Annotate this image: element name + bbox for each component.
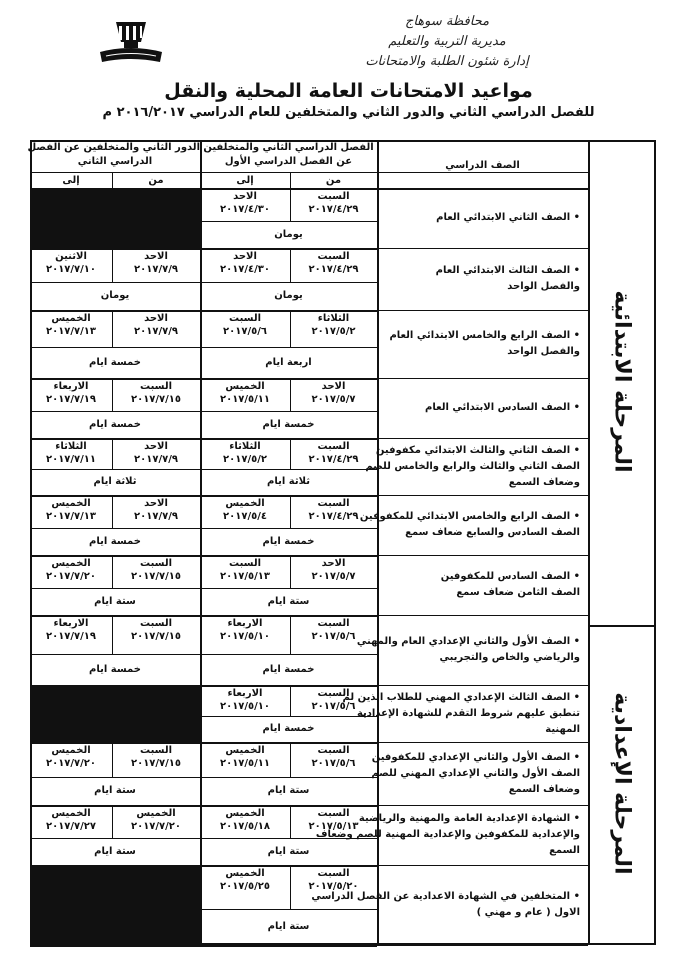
grade-line: • الصف الثالث الابتدائي العام: [435, 265, 580, 276]
schedule-cell: ٢٠١٧/٤/٣٠: [219, 204, 271, 215]
grade-line: • الصف الثاني والثالث الابتدائي مكفوفين: [375, 445, 580, 456]
grid-line: [377, 805, 588, 806]
grid-line: [30, 742, 377, 744]
grade-description: [383, 400, 580, 416]
ministry-block: [357, 12, 537, 72]
grade-line: • الصف الرابع والخامس الابتدائي للمكفوفين: [359, 511, 580, 522]
to-header: إلى: [236, 175, 254, 186]
grid-line: [200, 777, 377, 778]
grid-line: [200, 347, 377, 348]
grid-line: [30, 411, 200, 412]
schedule-cell: ٢٠١٧/٤/٢٩: [308, 511, 359, 522]
schedule-cell: الاحد: [144, 498, 168, 509]
schedule-cell: السبت: [317, 868, 350, 879]
schedule-cell: ٢٠١٧/٧/٩: [134, 454, 178, 465]
schedule-cell: السبت: [317, 745, 350, 756]
blacked-out-cell: [30, 865, 200, 945]
grid-line: [30, 588, 200, 589]
schedule-cell: يومان: [274, 229, 303, 240]
schedule-cell: خمسة ايام: [89, 419, 141, 430]
grid-line: [377, 865, 588, 866]
grid-line: [200, 411, 377, 412]
grade-line: • الصف الرابع والخامس الابتدائي العام: [389, 330, 580, 341]
to-header: إلى: [62, 175, 80, 186]
schedule-cell: الاربعاء: [53, 618, 89, 629]
grade-line: المهنية: [545, 724, 580, 735]
schedule-cell: الخميس: [136, 808, 176, 819]
grid-line: [30, 838, 200, 839]
schedule-cell: السبت: [139, 381, 173, 392]
schedule-cell: الثلاثاء: [229, 441, 261, 452]
schedule-cell: ٢٠١٧/٧/٢٠: [45, 571, 97, 582]
schedule-cell: ٢٠١٧/٧/١٥: [130, 571, 182, 582]
grade-description: [383, 328, 580, 360]
schedule-cell: خمسة ايام: [89, 664, 141, 675]
grade-description: [356, 634, 580, 666]
grade-line: تنطبق عليهم شروط التقدم للشهادة الإعدادية: [356, 708, 580, 719]
schedule-cell: الاربعاء: [227, 688, 263, 699]
grade-line: • الشهادة الإعدادية العامة والمهنية والرياضية: [358, 813, 580, 824]
schedule-cell: ٢٠١٧/٧/٩: [134, 326, 178, 337]
schedule-cell: يومان: [274, 290, 303, 301]
schedule-cell: ٢٠١٧/٧/١٩: [45, 631, 97, 642]
grid-line: [377, 378, 588, 379]
schedule-cell: ٢٠١٧/٥/١٨: [219, 821, 271, 832]
schedule-cell: السبت: [228, 558, 262, 569]
grade-line: • الصف الثالث الإعدادي المهني للطلاب الذين لم: [342, 692, 580, 703]
blacked-out-cell: [30, 685, 200, 742]
schedule-cell: السبت: [317, 251, 350, 262]
grid-line: [377, 555, 588, 556]
grid-line: [377, 945, 588, 946]
grade-description: [383, 263, 580, 295]
schedule-cell: ٢٠١٧/٤/٣٠: [219, 264, 271, 275]
schedule-cell: ٢٠١٧/٧/١٠: [45, 264, 97, 275]
grade-line: • الصف السادس الابتدائي العام: [424, 402, 580, 413]
grid-line: [200, 909, 377, 910]
ministry-line: مديرية التربية والتعليم: [388, 34, 506, 49]
grid-line: [200, 221, 377, 222]
schedule-cell: ٢٠١٧/٧/٩: [134, 264, 178, 275]
sem2-column-header: عن الفصل الدراسي الأول: [224, 156, 353, 167]
grid-line: [200, 282, 377, 283]
schedule-cell: ٢٠١٧/٧/١٥: [130, 394, 182, 405]
schedule-cell: الخميس: [225, 381, 265, 392]
grid-line: [30, 438, 377, 440]
round2-column-header: الدراسي الثاني: [77, 156, 153, 167]
schedule-cell: ٢٠١٧/٧/١٩: [45, 394, 97, 405]
schedule-cell: ٢٠١٧/٥/١٠: [219, 631, 271, 642]
grade-line: • الصف السادس للمكفوفين: [440, 571, 580, 582]
schedule-cell: ثلاثة ايام: [267, 476, 310, 487]
schedule-cell: الخميس: [225, 498, 265, 509]
schedule-cell: الاحد: [144, 313, 168, 324]
grid-line: [377, 248, 588, 249]
schedule-cell: السبت: [139, 745, 173, 756]
grade-line: • الصف الثاني الابتدائي العام: [436, 212, 580, 223]
schedule-cell: ٢٠١٧/٥/٦: [311, 758, 356, 769]
schedule-cell: خمسة ايام: [262, 536, 315, 547]
schedule-cell: ٢٠١٧/٧/٩: [134, 511, 178, 522]
schedule-cell: الاربعاء: [227, 618, 263, 629]
schedule-cell: ستة ايام: [94, 846, 136, 857]
page-subtitle: للفصل الدراسي الثاني والدور الثاني والمتخلفين للعام الدراسي ٢٠١٦/٢٠١٧ م: [102, 105, 595, 120]
schedule-cell: السبت: [317, 498, 350, 509]
schedule-cell: السبت: [317, 618, 350, 629]
schedule-cell: الاحد: [321, 558, 346, 569]
schedule-cell: خمسة ايام: [262, 723, 315, 734]
schedule-cell: السبت: [228, 313, 262, 324]
ministry-logo-icon: [86, 18, 176, 74]
schedule-cell: الاحد: [233, 191, 257, 202]
schedule-cell: ٢٠١٧/٤/٢٩: [308, 204, 359, 215]
grid-line: [30, 282, 200, 283]
grid-line: [30, 172, 588, 173]
schedule-cell: الثلاثاء: [317, 313, 350, 324]
schedule-cell: الخميس: [51, 808, 91, 819]
schedule-cell: ٢٠١٧/٧/١٥: [130, 758, 182, 769]
schedule-cell: السبت: [317, 191, 350, 202]
schedule-cell: ٢٠١٧/٥/١٣: [308, 821, 359, 832]
schedule-cell: خمسة ايام: [89, 536, 141, 547]
schedule-cell: ستة ايام: [267, 846, 310, 857]
schedule-cell: ٢٠١٧/٥/٦: [223, 326, 267, 337]
grade-line: الصف الأول والثاني الإعدادي المهني للصم: [371, 768, 580, 779]
schedule-cell: ٢٠١٧/٥/٧: [311, 571, 356, 582]
schedule-cell: ٢٠١٧/٧/٢٠: [130, 821, 182, 832]
schedule-cell: السبت: [317, 808, 350, 819]
from-header: من: [325, 175, 342, 186]
schedule-cell: الاحد: [321, 381, 346, 392]
schedule-cell: ٢٠١٧/٧/١٣: [45, 326, 97, 337]
schedule-cell: ٢٠١٧/٧/١٥: [130, 631, 182, 642]
schedule-cell: ٢٠١٧/٥/٢: [311, 326, 356, 337]
schedule-cell: الخميس: [51, 745, 91, 756]
blacked-out-cell: [30, 188, 200, 248]
schedule-cell: ٢٠١٧/٥/٢٠: [308, 881, 359, 892]
schedule-cell: خمسة ايام: [262, 419, 315, 430]
grade-column-header: الصف الدراسي: [445, 160, 520, 171]
grade-description: [359, 509, 580, 541]
grade-description: [311, 889, 580, 921]
stage-label-preparatory: المرحلة الإعدادية: [609, 692, 635, 875]
grid-line: [377, 310, 588, 311]
grid-line: [377, 495, 588, 496]
schedule-cell: ستة ايام: [94, 596, 136, 607]
grade-line: الاول ( عام و مهني ): [476, 907, 580, 918]
grade-line: الصف الثامن ضعاف سمع: [456, 587, 580, 598]
from-header: من: [148, 175, 164, 186]
ministry-line: محافظة سوهاج: [404, 14, 490, 29]
grade-line: الصف الثاني والثالث والرابع والخامس للصم: [365, 461, 580, 472]
schedule-cell: ٢٠١٧/٥/٢: [223, 454, 267, 465]
schedule-cell: الخميس: [51, 313, 91, 324]
grid-line: [30, 378, 377, 380]
schedule-cell: ٢٠١٧/٥/٦: [311, 631, 356, 642]
schedule-cell: ٢٠١٧/٥/١٣: [219, 571, 271, 582]
schedule-cell: ٢٠١٧/٥/٢٥: [219, 881, 271, 892]
schedule-cell: الخميس: [51, 498, 91, 509]
grade-line: وضعاف السمع: [508, 477, 580, 488]
schedule-cell: ثلاثة ايام: [93, 476, 137, 487]
grid-line: [200, 716, 377, 717]
grid-line: [377, 742, 588, 743]
schedule-cell: السبت: [139, 558, 173, 569]
schedule-cell: ٢٠١٧/٧/٢٧: [45, 821, 97, 832]
grid-line: [30, 248, 377, 250]
grid-line: [30, 945, 377, 947]
grid-line: [30, 469, 200, 470]
schedule-cell: الاربعاء: [53, 381, 89, 392]
schedule-cell: ستة ايام: [94, 785, 136, 796]
grid-line: [30, 805, 377, 807]
grade-description: [383, 210, 580, 226]
schedule-cell: الاحد: [144, 441, 168, 452]
grid-line: [200, 588, 377, 589]
grid-line: [200, 654, 377, 655]
grid-line: [30, 615, 377, 617]
grid-line: [377, 685, 588, 686]
grade-line: والرياضي والخاص والتجريبي: [439, 652, 580, 663]
grade-line: السمع: [549, 845, 580, 856]
stage-label-primary: المرحلة الابتدائية: [609, 290, 635, 473]
schedule-cell: ٢٠١٧/٥/١١: [219, 758, 271, 769]
page-title: مواعيد الامتحانات العامة المحلية والنقل: [164, 80, 533, 102]
schedule-cell: ٢٠١٧/٧/١٣: [45, 511, 97, 522]
grade-line: والفصل الواحد: [507, 281, 580, 292]
grid-line: [200, 469, 377, 470]
grid-line: [377, 438, 588, 439]
ministry-line: إدارة شئون الطلبة والامتحانات: [365, 54, 529, 69]
grid-line: [30, 777, 200, 778]
schedule-cell: الثلاثاء: [55, 441, 87, 452]
schedule-cell: خمسة ايام: [89, 357, 141, 368]
schedule-cell: ٢٠١٧/٥/٦: [311, 701, 356, 712]
grid-line: [588, 140, 590, 945]
schedule-cell: السبت: [317, 441, 350, 452]
schedule-cell: خمسة ايام: [262, 664, 315, 675]
grid-line: [377, 615, 588, 616]
grid-line: [30, 310, 377, 312]
page-header: [0, 0, 697, 140]
grade-line: • المتخلفين في الشهادة الاعدادية عن الفصل الدراسي: [311, 891, 580, 902]
grade-line: • الصف الأول والثاني الإعدادي للمكفوفين: [371, 752, 580, 763]
schedule-cell: الاحد: [144, 251, 168, 262]
grid-line: [200, 528, 377, 529]
grade-line: والإعدادية للمكفوفين والإعدادية المهنية للصم وضعاف: [315, 829, 580, 840]
schedule-cell: اربعة ايام: [265, 357, 312, 368]
schedule-cell: يومان: [100, 290, 130, 301]
schedule-cell: ستة ايام: [267, 785, 310, 796]
grid-line: [30, 528, 200, 529]
grade-description: [383, 569, 580, 601]
schedule-cell: ٢٠١٧/٤/٢٩: [308, 454, 359, 465]
round2-column-header: الدور الثاني والمتخلفين عن الفصل: [27, 142, 200, 153]
grade-description: [371, 750, 580, 798]
schedule-cell: الخميس: [225, 745, 265, 756]
grade-line: الصف السادس والسابع ضعاف سمع: [405, 527, 580, 538]
schedule-cell: الاثنين: [55, 251, 87, 262]
schedule-cell: ٢٠١٧/٧/٢٠: [45, 758, 97, 769]
grade-line: • الصف الأول والثاني الإعدادي العام والمهني: [356, 636, 580, 647]
grid-line: [30, 495, 377, 497]
schedule-cell: السبت: [317, 688, 350, 699]
sem2-column-header: الفصل الدراسي الثاني والمتخلفين: [203, 142, 374, 153]
schedule-cell: ٢٠١٧/٥/١١: [219, 394, 271, 405]
schedule-cell: ٢٠١٧/٥/١٠: [219, 701, 271, 712]
grid-line: [30, 555, 377, 557]
grid-line: [588, 625, 656, 627]
grade-description: [365, 443, 580, 491]
grade-description: [342, 690, 580, 738]
schedule-cell: ٢٠١٧/٧/١١: [45, 454, 97, 465]
grade-line: والفصل الواحد: [507, 346, 580, 357]
grid-line: [30, 347, 200, 348]
schedule-cell: السبت: [139, 618, 173, 629]
schedule-cell: الخميس: [225, 868, 265, 879]
schedule-cell: ٢٠١٧/٤/٢٩: [308, 264, 359, 275]
schedule-cell: ٢٠١٧/٥/٧: [311, 394, 356, 405]
schedule-cell: الخميس: [225, 808, 265, 819]
schedule-cell: الاحد: [233, 251, 257, 262]
schedule-cell: ستة ايام: [267, 596, 310, 607]
grid-line: [30, 654, 200, 655]
schedule-cell: ستة ايام: [267, 921, 310, 932]
grade-line: وضعاف السمع: [508, 784, 580, 795]
schedule-cell: ٢٠١٧/٥/٤: [223, 511, 267, 522]
schedule-cell: الخميس: [51, 558, 91, 569]
